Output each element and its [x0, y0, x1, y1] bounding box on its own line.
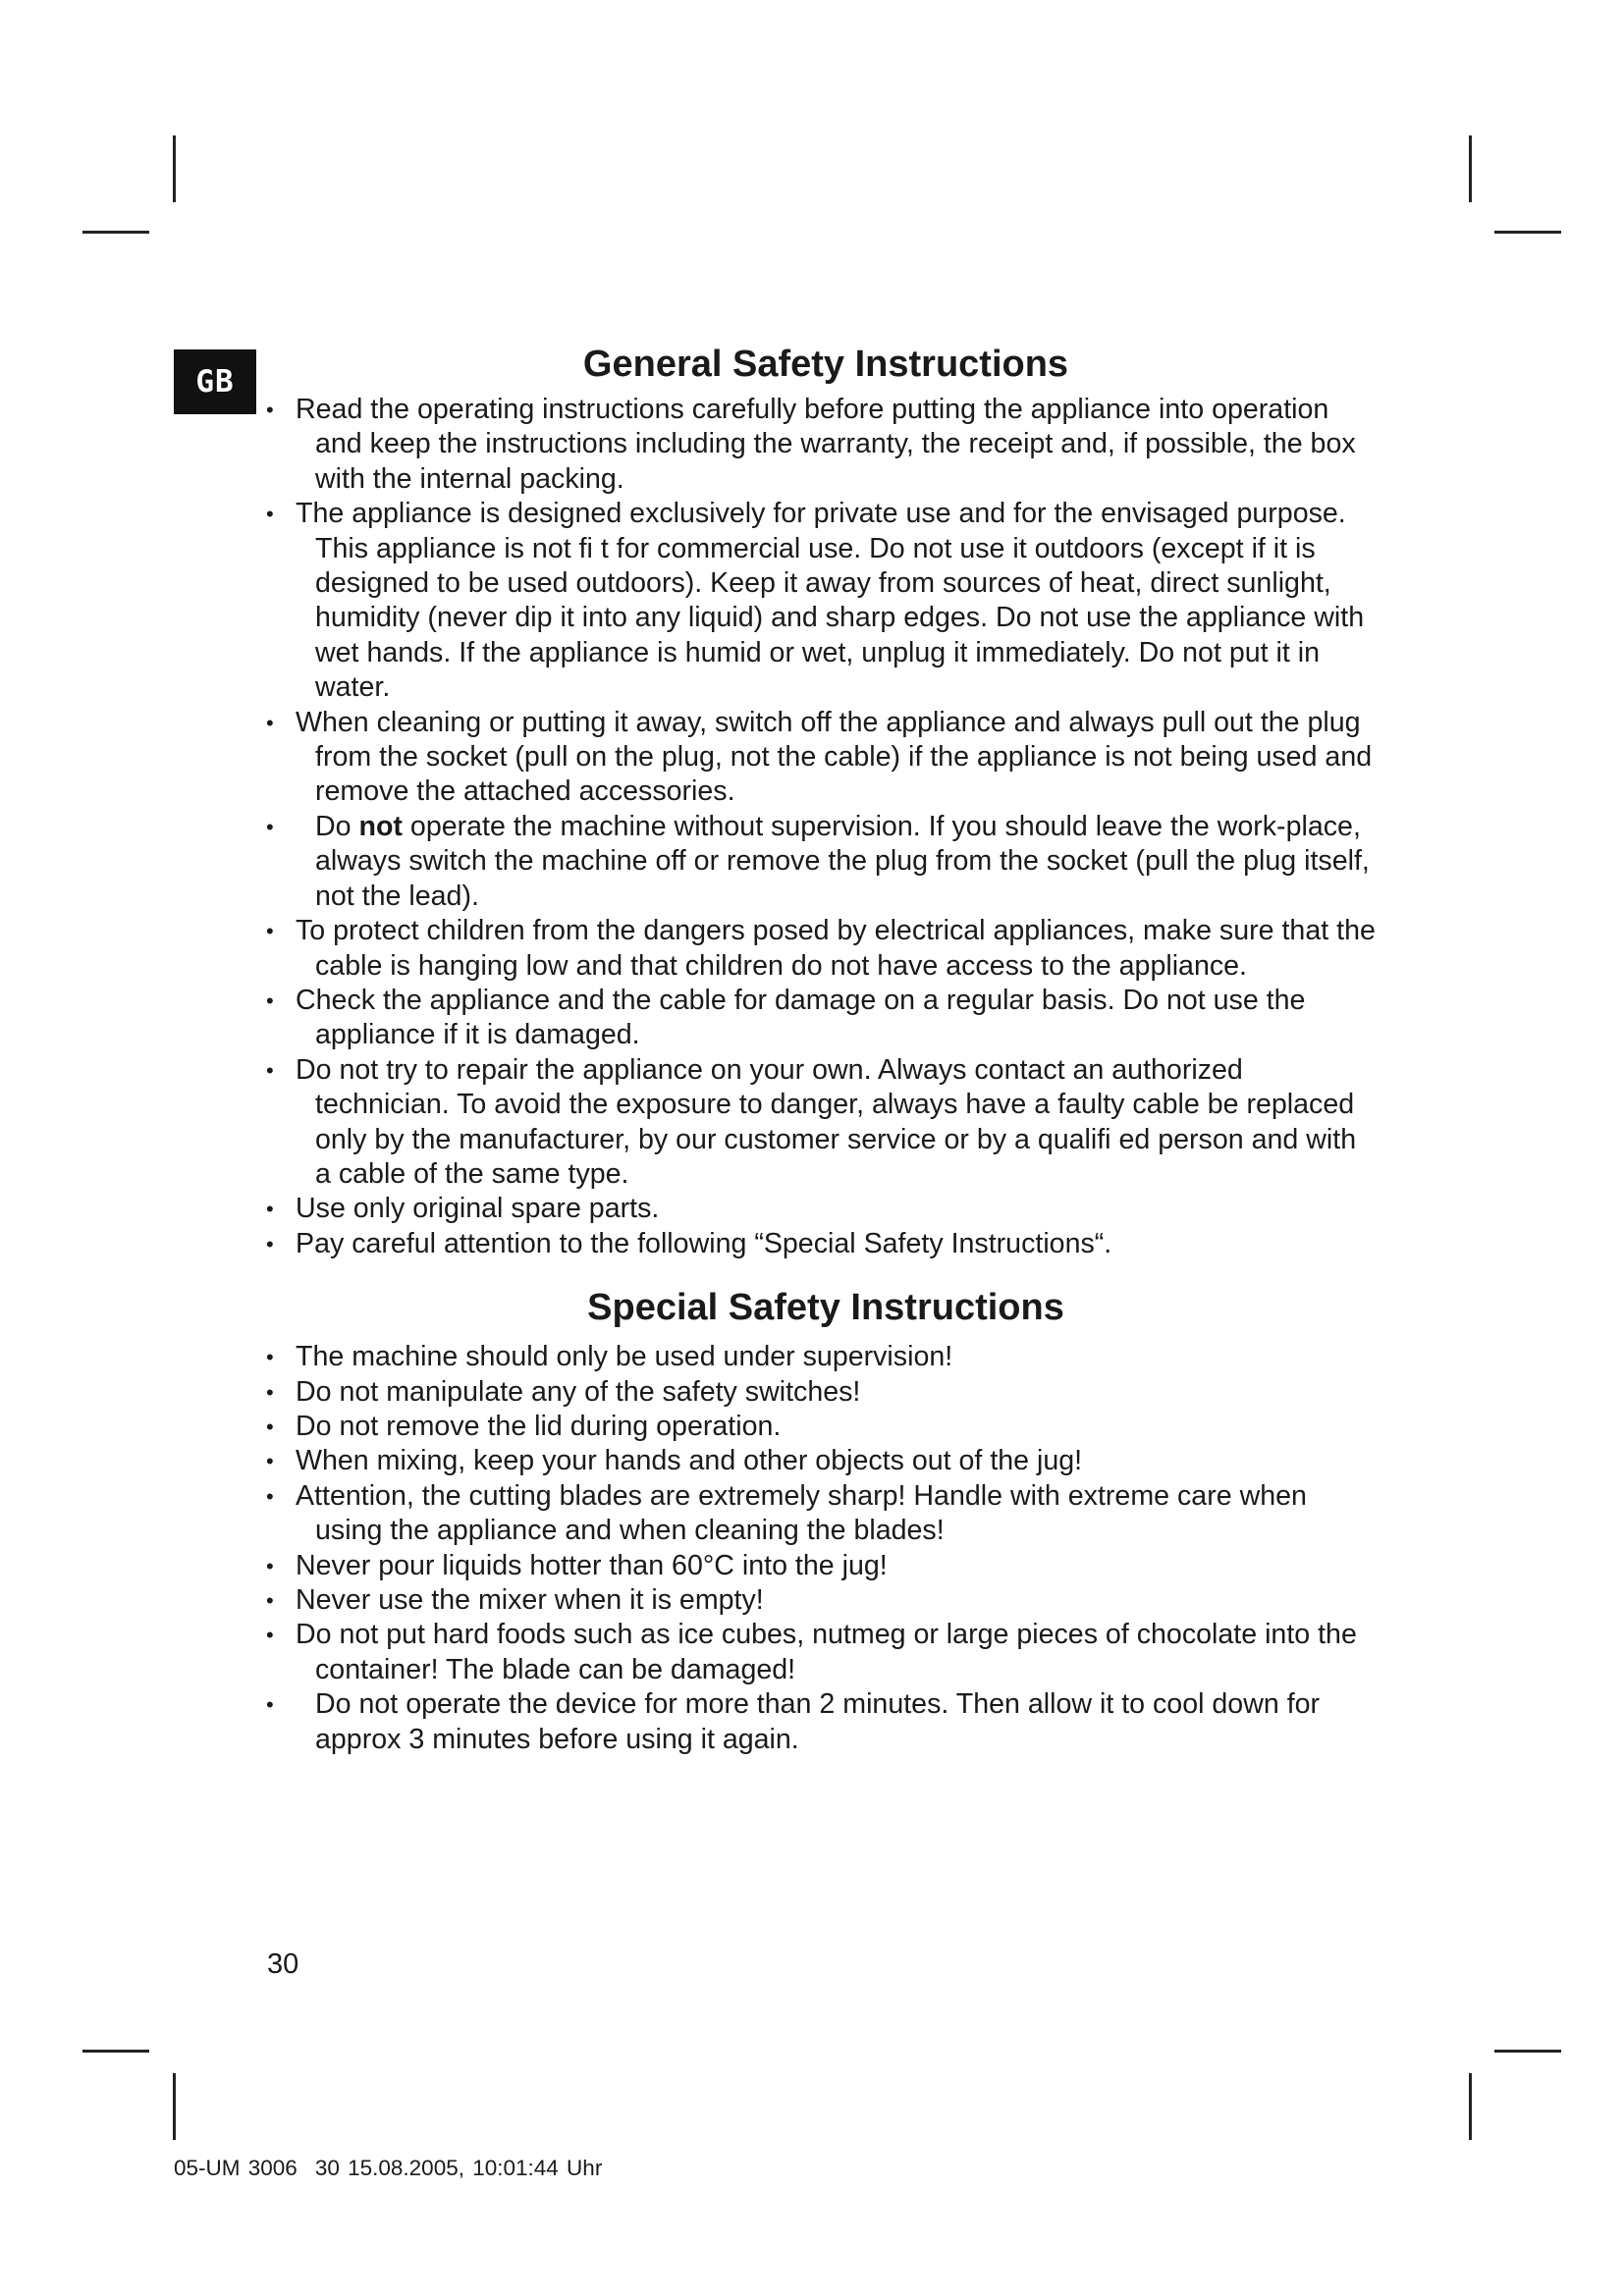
- list-item-text-rest: operate the machine without supervision. If you should leave the work-place, always switch the machine off or remove the plug from the socket (pull the plug itself, not the lead).: [315, 810, 1370, 912]
- language-tab: GB: [174, 349, 256, 414]
- list-item: • Do not operate the device for more than 2 minutes. Then allow it to cool down for approx 3 minutes before using it again.: [263, 1687, 1379, 1757]
- page-content: [263, 340, 1379, 1757]
- list-item: • Do not put hard foods such as ice cubes, nutmeg or large pieces of chocolate into the container! The blade can be damaged!: [263, 1618, 1379, 1687]
- crop-mark-top-right-horizontal: [1494, 231, 1561, 234]
- crop-mark-top-left-horizontal: [82, 231, 149, 234]
- list-item: • Do not try to repair the appliance on your own. Always contact an authorized technician. To avoid the exposure to danger, always have a faulty cable be replaced only by the manufacturer, by our customer service or by a qualifi ed person and with a cable of the same type.: [263, 1053, 1379, 1193]
- list-item: • Read the operating instructions carefully before putting the appliance into operation and keep the instructions including the warranty, the receipt and, if possible, the box with the internal packing.: [263, 393, 1379, 497]
- list-item: • Never pour liquids hotter than 60°C into the jug!: [263, 1549, 1379, 1583]
- list-item: • Use only original spare parts.: [263, 1192, 1379, 1226]
- list-item: • Pay careful attention to the following “Special Safety Instructions“.: [263, 1227, 1379, 1261]
- crop-mark-bottom-left-horizontal: [82, 2050, 149, 2053]
- general-safety-list: [263, 393, 1379, 1261]
- emphasis-not: not: [358, 810, 403, 842]
- crop-mark-top-right-vertical: [1469, 135, 1472, 202]
- print-footer: [174, 2156, 602, 2181]
- list-item-text-start: Do: [315, 810, 359, 842]
- page-number: 30: [267, 1949, 299, 1980]
- footer-page-date: 30 15.08.2005, 10:01:44 Uhr: [314, 2156, 603, 2180]
- crop-mark-bottom-right-vertical: [1469, 2073, 1472, 2140]
- list-item: • Attention, the cutting blades are extremely sharp! Handle with extreme care when using the appliance and when cleaning the blades!: [263, 1479, 1379, 1549]
- list-item: • The appliance is designed exclusively for private use and for the envisaged purpose. This appliance is not fi t for commercial use. Do not use it outdoors (except if it is designed to be used outdoors). Keep it away from sources of heat, direct sunlight, humidity (never dip it into any liquid) and sharp edges. Do not use the appliance with wet hands. If the appliance is humid or wet, unplug it immediately. Do not put it in water.: [263, 497, 1379, 705]
- list-item: • Do not manipulate any of the safety switches!: [263, 1375, 1379, 1410]
- list-item: • When mixing, keep your hands and other objects out of the jug!: [263, 1444, 1379, 1478]
- list-item: • Never use the mixer when it is empty!: [263, 1583, 1379, 1618]
- special-safety-title: Special Safety Instructions: [587, 1287, 1064, 1329]
- list-item: • The machine should only be used under supervision!: [263, 1340, 1379, 1374]
- list-item: • Do not remove the lid during operation.: [263, 1410, 1379, 1444]
- special-safety-list: [263, 1340, 1379, 1757]
- crop-mark-top-left-vertical: [173, 135, 176, 202]
- crop-mark-bottom-right-horizontal: [1494, 2050, 1561, 2053]
- list-item: • When cleaning or putting it away, switch off the appliance and always pull out the plug from the socket (pull on the plug, not the cable) if the appliance is not being used and remove the attached accessories.: [263, 706, 1379, 810]
- crop-mark-bottom-left-vertical: [173, 2073, 176, 2140]
- list-item: • To protect children from the dangers posed by electrical appliances, make sure that the cable is hanging low and that children do not have access to the appliance.: [263, 914, 1379, 984]
- list-item: • Check the appliance and the cable for damage on a regular basis. Do not use the appliance if it is damaged.: [263, 984, 1379, 1053]
- general-safety-title: General Safety Instructions: [582, 344, 1069, 385]
- list-item: [263, 810, 1379, 914]
- footer-file-id: 05-UM 3006: [174, 2156, 298, 2180]
